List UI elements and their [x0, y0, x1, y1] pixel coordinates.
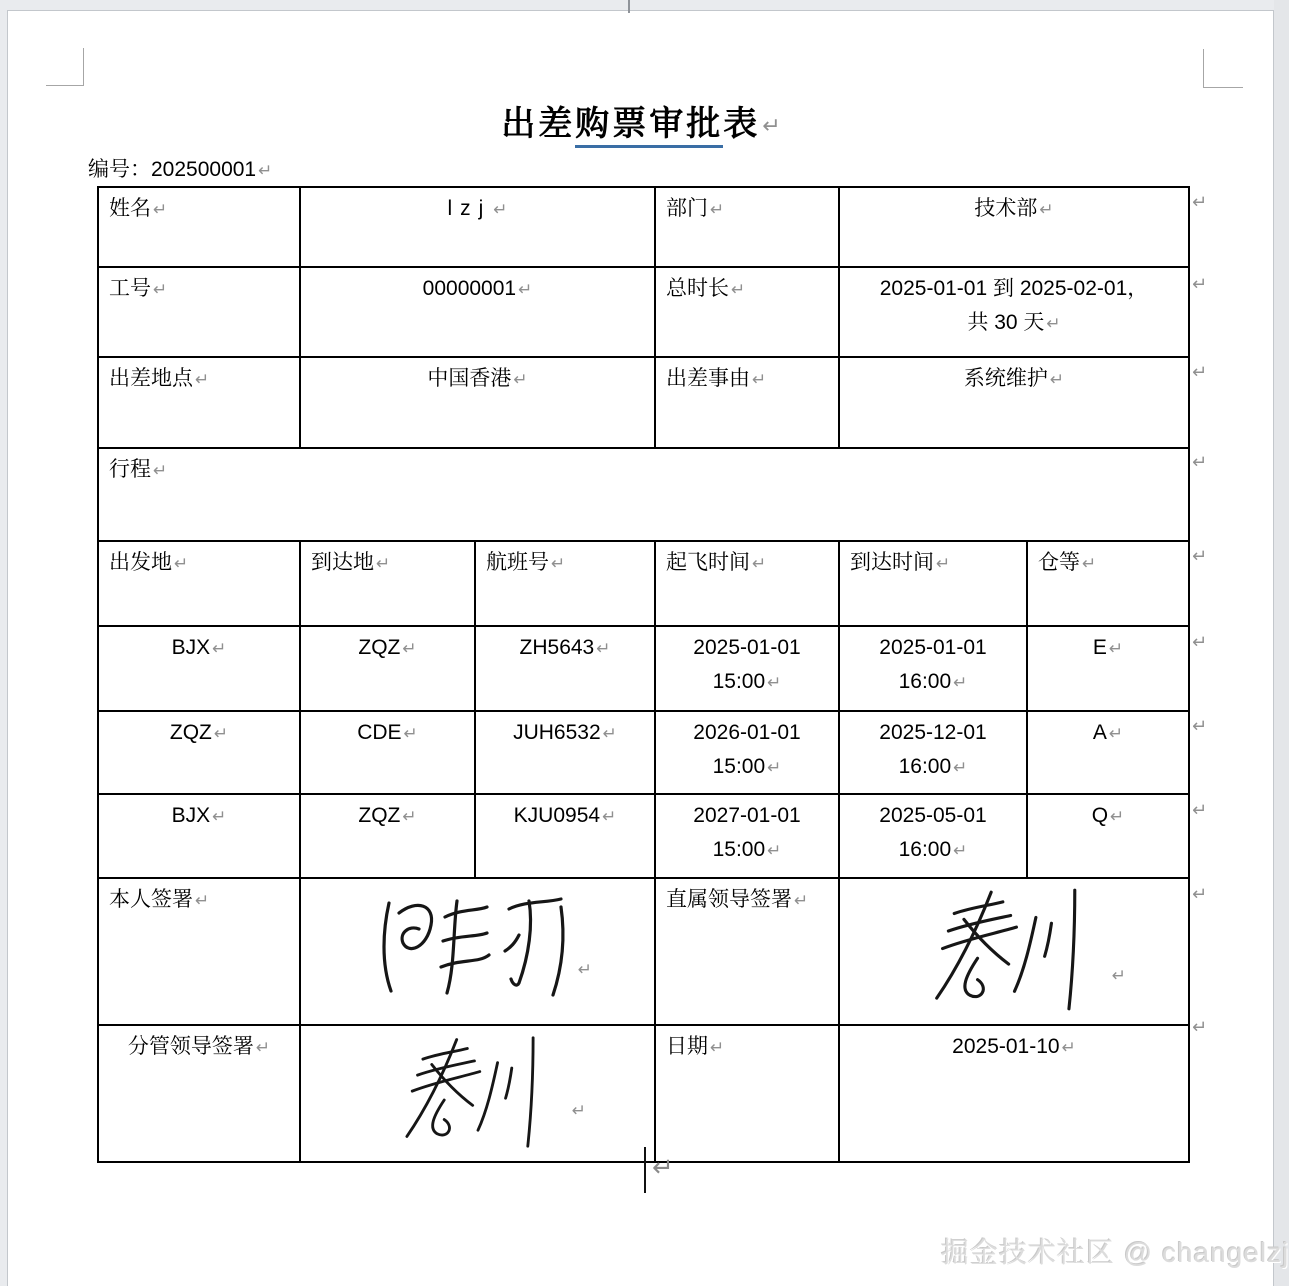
row-end-mark: ↵ — [1192, 1017, 1208, 1037]
flight-from[interactable]: ZQZ ↵ — [98, 711, 300, 794]
row-end-mark: ↵ — [1192, 362, 1208, 382]
table-row — [98, 267, 1189, 357]
document-number-value: 202500001 — [151, 158, 257, 181]
flight-to[interactable]: ZQZ ↵ — [300, 794, 475, 878]
flight-no[interactable]: KJU0954 ↵ — [475, 794, 655, 878]
document-number-line[interactable] — [88, 153, 272, 183]
flight-no[interactable]: ZH5643 ↵ — [475, 626, 655, 711]
flight-from[interactable]: BJX ↵ — [98, 794, 300, 878]
signature-row — [98, 1025, 1189, 1162]
flight-cabin[interactable]: E ↵ — [1027, 626, 1189, 711]
cell-end-mark: ↵ — [1039, 200, 1054, 219]
flight-arrive-time[interactable]: 2025-01-01 16:00 ↵ — [839, 626, 1027, 711]
approval-form-table — [97, 186, 1190, 1163]
flight-depart-time[interactable]: 2026-01-01 15:00 ↵ — [655, 711, 839, 794]
cell-end-mark: ↵ — [376, 554, 391, 573]
table-row — [98, 448, 1189, 541]
cell-end-mark: ↵ — [752, 370, 767, 389]
cell-date-value[interactable]: 2025-01-10 ↵ — [839, 1025, 1189, 1162]
margin-crop-mark-top-right — [1203, 49, 1243, 88]
flight-row — [98, 711, 1189, 794]
cell-end-mark: ↵ — [1061, 1038, 1076, 1057]
signature-row — [98, 878, 1189, 1025]
cell-end-mark: ↵ — [213, 724, 229, 743]
cell-end-mark: ↵ — [153, 200, 168, 219]
table-row — [98, 187, 1189, 267]
cell-end-mark: ↵ — [767, 841, 782, 860]
cell-end-mark: ↵ — [1082, 554, 1097, 573]
cell-empno-label[interactable]: 工号 ↵ — [98, 267, 300, 357]
cell-end-mark: ↵ — [577, 960, 592, 979]
cell-end-mark: ↵ — [153, 461, 168, 480]
cell-end-mark: ↵ — [1049, 370, 1065, 389]
flight-depart-time[interactable]: 2027-01-01 15:00 ↵ — [655, 794, 839, 878]
cell-reason-value[interactable]: 系统维护 ↵ — [839, 357, 1189, 448]
row-end-mark: ↵ — [1192, 192, 1208, 212]
self-signature-handwriting-icon — [373, 895, 583, 999]
cell-end-mark: ↵ — [174, 554, 189, 573]
flight-cabin[interactable]: A ↵ — [1027, 711, 1189, 794]
margin-crop-mark-top-left — [46, 48, 84, 86]
cell-end-mark: ↵ — [710, 1038, 725, 1057]
end-paragraph-mark: ↵ — [652, 1152, 674, 1182]
cell-date-label[interactable]: 日期 ↵ — [655, 1025, 839, 1162]
cell-end-mark: ↵ — [752, 554, 767, 573]
flight-depart-time[interactable]: 2025-01-01 15:00 ↵ — [655, 626, 839, 711]
cell-end-mark: ↵ — [403, 724, 418, 743]
cell-location-value[interactable]: 中国香港 ↵ — [300, 357, 655, 448]
cell-end-mark: ↵ — [493, 200, 508, 219]
row-end-mark: ↵ — [1192, 800, 1208, 820]
cell-direct-leader-signature[interactable] — [839, 878, 1189, 1025]
flight-header-row — [98, 541, 1189, 626]
cell-end-mark: ↵ — [195, 370, 210, 389]
paragraph-mark: ↵ — [258, 161, 273, 180]
direct-leader-signature-handwriting-icon — [927, 886, 1102, 1013]
flight-arrive-time[interactable]: 2025-12-01 16:00 ↵ — [839, 711, 1027, 794]
cell-end-mark: ↵ — [212, 807, 227, 826]
cell-end-mark: ↵ — [402, 639, 417, 658]
title-suffix: 表 — [723, 105, 761, 143]
cell-end-mark: ↵ — [153, 280, 168, 299]
cell-end-mark: ↵ — [1110, 807, 1125, 826]
row-end-mark: ↵ — [1192, 274, 1208, 294]
paragraph-mark: ↵ — [762, 113, 781, 138]
cell-end-mark: ↵ — [195, 891, 210, 910]
cell-end-mark: ↵ — [513, 370, 528, 389]
row-end-mark: ↵ — [1192, 546, 1208, 566]
title-underlined-part: 购票审批 — [575, 105, 723, 148]
cell-end-mark: ↵ — [710, 200, 725, 219]
cell-supervising-leader-signature[interactable] — [300, 1025, 655, 1162]
cell-duration-label[interactable]: 总时长 ↵ — [655, 267, 839, 357]
flight-cabin[interactable]: Q ↵ — [1027, 794, 1189, 878]
text-cursor — [644, 1147, 646, 1193]
flight-row — [98, 794, 1189, 878]
flight-header-arrive-time[interactable]: 到达时间 ↵ — [839, 541, 1027, 626]
flight-header-cabin[interactable]: 仓等 ↵ — [1027, 541, 1189, 626]
cell-end-mark: ↵ — [255, 1038, 271, 1057]
flight-to[interactable]: ZQZ ↵ — [300, 626, 475, 711]
cell-end-mark: ↵ — [767, 673, 782, 692]
cell-end-mark: ↵ — [551, 554, 566, 573]
cell-end-mark: ↵ — [602, 724, 617, 743]
table-row — [98, 357, 1189, 448]
row-end-mark: ↵ — [1192, 632, 1208, 652]
cell-dept-value[interactable]: 技术部 ↵ — [839, 187, 1189, 267]
watermark: 掘金技术社区 @ changelzj — [941, 1237, 1289, 1268]
row-end-mark: ↵ — [1192, 884, 1208, 904]
page-title — [0, 96, 1282, 145]
cell-name-label[interactable]: 姓名 ↵ — [98, 187, 300, 267]
cell-end-mark: ↵ — [402, 807, 417, 826]
cell-itinerary-label[interactable]: 行程 ↵ — [98, 448, 1189, 541]
flight-header-depart-time[interactable]: 起飞时间 ↵ — [655, 541, 839, 626]
cell-end-mark: ↵ — [1111, 966, 1126, 985]
flight-to[interactable]: CDE ↵ — [300, 711, 475, 794]
cell-direct-leader-sign-label[interactable]: 直属领导签署 ↵ — [655, 878, 839, 1025]
cell-self-signature[interactable] — [300, 878, 655, 1025]
cell-dept-label[interactable]: 部门 ↵ — [655, 187, 839, 267]
cell-end-mark: ↵ — [1108, 639, 1124, 658]
cell-end-mark: ↵ — [1046, 314, 1061, 333]
cell-duration-value[interactable]: 2025-01-01 到 2025-02-01， 共 30 天 ↵ — [839, 267, 1189, 357]
cell-end-mark: ↵ — [953, 758, 968, 777]
cell-reason-label[interactable]: 出差事由 ↵ — [655, 357, 839, 448]
row-end-mark: ↵ — [1192, 716, 1208, 736]
supervising-leader-signature-handwriting-icon — [398, 1034, 558, 1150]
cell-end-mark: ↵ — [767, 758, 782, 777]
cell-empno-value[interactable]: 00000001 ↵ — [300, 267, 655, 357]
flight-no[interactable]: JUH6532 ↵ — [475, 711, 655, 794]
cell-name-value[interactable]: lzj ↵ — [300, 187, 655, 267]
flight-arrive-time[interactable]: 2025-05-01 16:00 ↵ — [839, 794, 1027, 878]
cell-end-mark: ↵ — [953, 673, 968, 692]
flight-row — [98, 626, 1189, 711]
document-number-label: 编号： — [88, 158, 151, 181]
cell-end-mark: ↵ — [953, 841, 968, 860]
cell-end-mark: ↵ — [731, 280, 746, 299]
cell-end-mark: ↵ — [212, 639, 227, 658]
cell-end-mark: ↵ — [794, 891, 809, 910]
cell-supervising-leader-sign-label[interactable]: 分管领导签署 ↵ — [98, 1025, 300, 1162]
cell-end-mark: ↵ — [596, 639, 611, 658]
cell-end-mark: ↵ — [571, 1101, 586, 1120]
row-end-mark: ↵ — [1192, 452, 1208, 472]
cell-end-mark: ↵ — [1108, 724, 1124, 743]
flight-header-from[interactable]: 出发地 ↵ — [98, 541, 300, 626]
top-center-tick — [628, 0, 630, 13]
title-prefix: 出差 — [501, 105, 576, 143]
cell-self-sign-label[interactable]: 本人签署 ↵ — [98, 878, 300, 1025]
app-background-strip — [1274, 0, 1289, 1286]
flight-header-to[interactable]: 到达地 ↵ — [300, 541, 475, 626]
flight-header-flightno[interactable]: 航班号 ↵ — [475, 541, 655, 626]
cell-end-mark: ↵ — [602, 807, 617, 826]
cell-end-mark: ↵ — [518, 280, 533, 299]
cell-location-label[interactable]: 出差地点 ↵ — [98, 357, 300, 448]
flight-from[interactable]: BJX ↵ — [98, 626, 300, 711]
cell-end-mark: ↵ — [936, 554, 951, 573]
